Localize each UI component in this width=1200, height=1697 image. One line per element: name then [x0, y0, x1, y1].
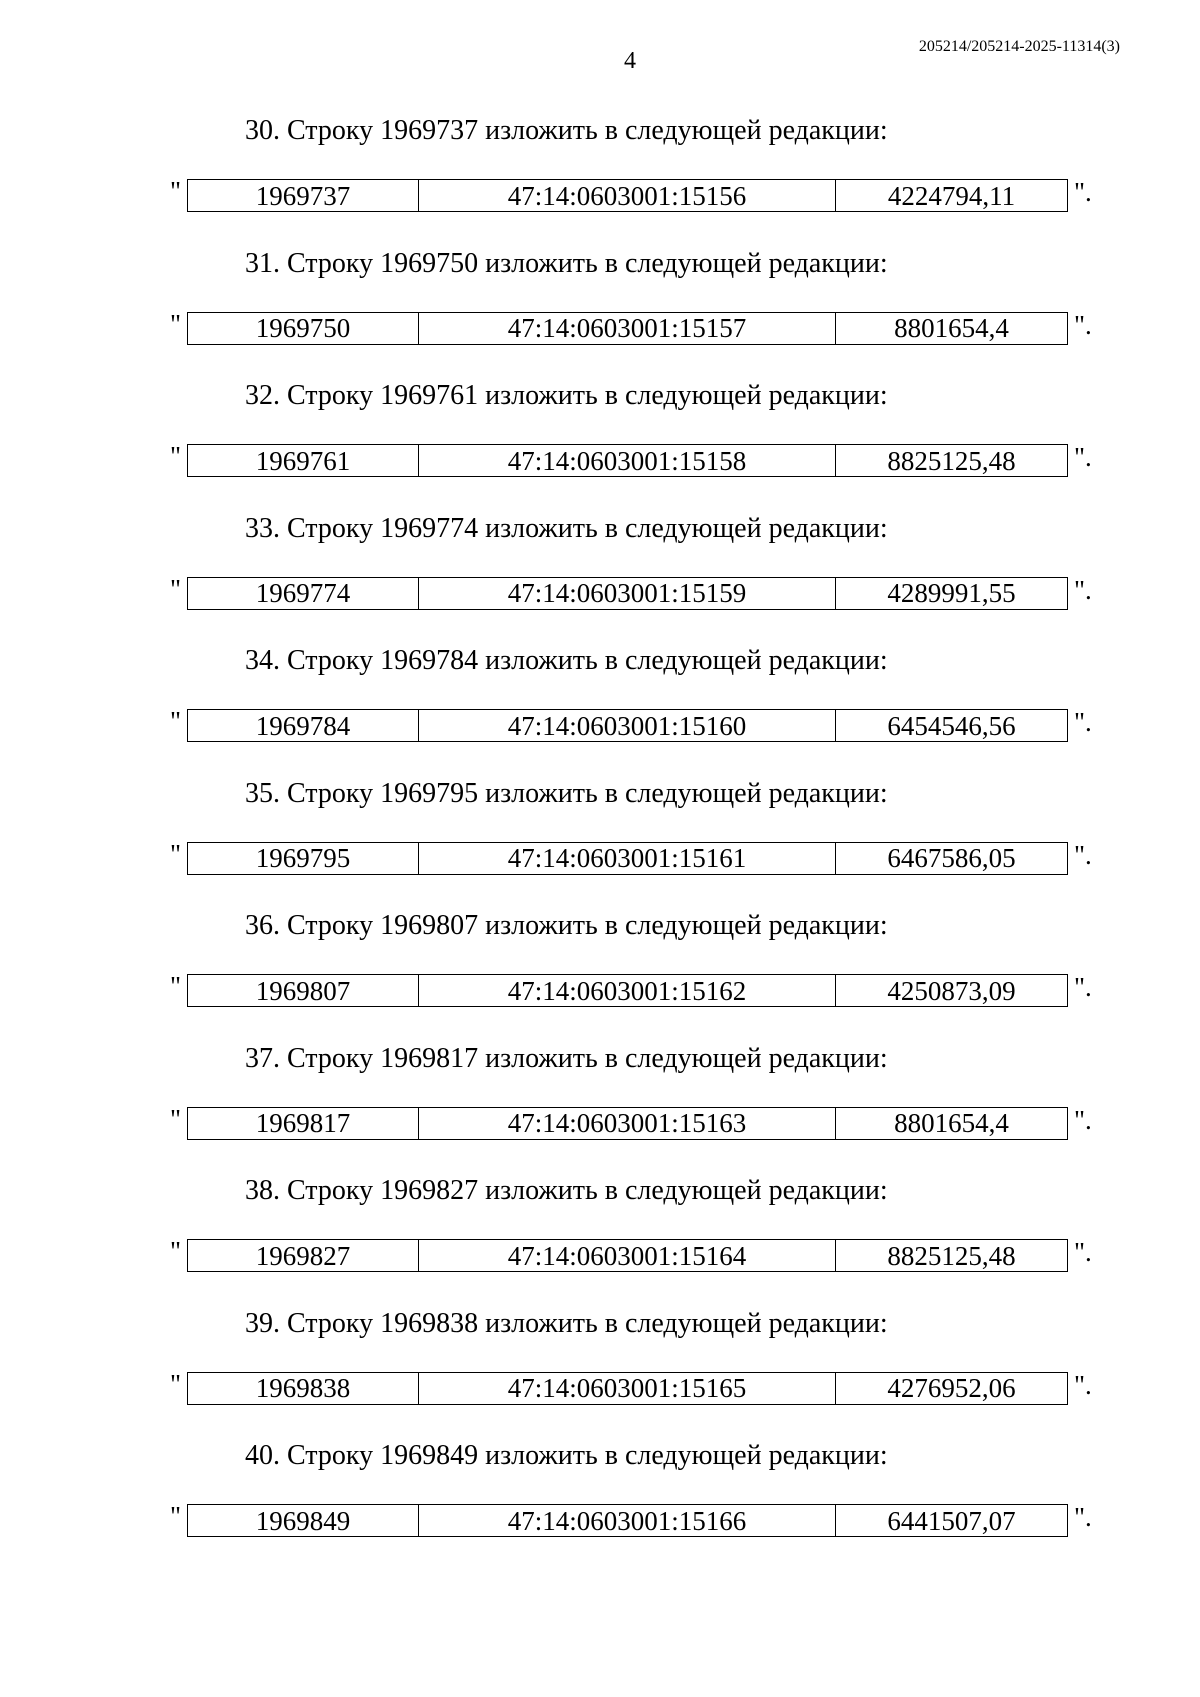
table-row: [188, 1107, 1068, 1139]
row-number-cell: 1969795: [188, 842, 419, 874]
cadastral-number-cell: 47:14:0603001:15160: [419, 710, 836, 742]
table-row: [188, 1505, 1068, 1537]
table-row: [188, 577, 1068, 609]
opening-quote: ": [170, 1368, 182, 1399]
cadastral-number-cell: 47:14:0603001:15157: [419, 312, 836, 344]
opening-quote: ": [170, 971, 182, 1001]
table-row: [188, 1372, 1068, 1404]
amendment-item: [0, 1293, 1200, 1426]
cadastral-value-cell: 6441507,07: [836, 1505, 1068, 1537]
row-number-cell: 1969849: [188, 1505, 419, 1537]
cadastral-value-cell: 8801654,4: [836, 312, 1068, 344]
cadastral-number-cell: 47:14:0603001:15165: [419, 1372, 836, 1404]
opening-quote: ": [170, 838, 182, 869]
cadastral-value-cell: 6454546,56: [836, 710, 1068, 742]
row-number-cell: 1969750: [188, 312, 419, 344]
amended-row-table: [187, 709, 1068, 742]
amendment-instruction: 38. Строку 1969827 изложить в следующей редакции:: [245, 1175, 888, 1206]
opening-quote: ": [170, 1501, 182, 1531]
opening-quote: ": [170, 441, 182, 471]
amended-row-table: [187, 1239, 1068, 1272]
cadastral-number-cell: 47:14:0603001:15166: [419, 1505, 836, 1537]
amendment-instruction: 33. Строку 1969774 изложить в следующей редакции:: [245, 512, 888, 544]
table-row: [188, 710, 1068, 742]
opening-quote: ": [170, 1236, 182, 1266]
closing-quote: ".: [1074, 1104, 1092, 1135]
table-row: [188, 842, 1068, 874]
cadastral-number-cell: 47:14:0603001:15159: [419, 577, 836, 609]
table-row: [188, 1240, 1068, 1272]
amended-row-table: [187, 179, 1068, 212]
row-number-cell: 1969838: [188, 1372, 419, 1404]
amendment-item: [0, 100, 1200, 233]
amendment-instruction: 31. Строку 1969750 изложить в следующей редакции:: [245, 247, 888, 279]
closing-quote: ".: [1074, 972, 1092, 1002]
amendment-item: [0, 763, 1200, 896]
amended-row-table: [187, 974, 1068, 1007]
amendment-instruction: 35. Строку 1969795 изложить в следующей редакции:: [245, 777, 888, 809]
amendment-item: [0, 365, 1200, 498]
closing-quote: ".: [1074, 1502, 1092, 1532]
amendment-instruction: 37. Строку 1969817 изложить в следующей редакции:: [245, 1042, 888, 1074]
amendment-instruction: 40. Строку 1969849 изложить в следующей редакции:: [245, 1440, 888, 1471]
cadastral-number-cell: 47:14:0603001:15158: [419, 445, 836, 477]
amended-row-table: [187, 312, 1068, 345]
row-number-cell: 1969784: [188, 710, 419, 742]
opening-quote: ": [170, 706, 182, 736]
opening-quote: ": [170, 308, 182, 339]
table-row: [188, 975, 1068, 1007]
row-number-cell: 1969817: [188, 1107, 419, 1139]
row-number-cell: 1969737: [188, 180, 419, 212]
amendment-item: [0, 498, 1200, 631]
table-row: [188, 312, 1068, 344]
cadastral-value-cell: 4250873,09: [836, 975, 1068, 1007]
closing-quote: ".: [1074, 839, 1092, 870]
opening-quote: ": [170, 176, 182, 206]
closing-quote: ".: [1074, 1237, 1092, 1267]
opening-quote: ": [170, 573, 182, 604]
cadastral-number-cell: 47:14:0603001:15162: [419, 975, 836, 1007]
cadastral-value-cell: 4276952,06: [836, 1372, 1068, 1404]
table-row: [188, 445, 1068, 477]
amended-row-table: [187, 842, 1068, 875]
amendment-instruction: 36. Строку 1969807 изложить в следующей редакции:: [245, 910, 888, 941]
cadastral-value-cell: 8825125,48: [836, 445, 1068, 477]
row-number-cell: 1969774: [188, 577, 419, 609]
amended-row-table: [187, 444, 1068, 477]
cadastral-value-cell: 4289991,55: [836, 577, 1068, 609]
closing-quote: ".: [1074, 442, 1092, 472]
amendment-item: [0, 1425, 1200, 1558]
amended-row-table: [187, 1372, 1068, 1405]
amendment-item: [0, 630, 1200, 763]
page-number: 4: [624, 48, 636, 74]
amendment-item: [0, 233, 1200, 366]
cadastral-number-cell: 47:14:0603001:15163: [419, 1107, 836, 1139]
row-number-cell: 1969807: [188, 975, 419, 1007]
cadastral-number-cell: 47:14:0603001:15156: [419, 180, 836, 212]
closing-quote: ".: [1074, 707, 1092, 737]
document-code: 205214/205214-2025-11314(3): [918, 38, 1120, 55]
row-number-cell: 1969827: [188, 1240, 419, 1272]
closing-quote: ".: [1074, 1369, 1092, 1400]
amendment-instruction: 30. Строку 1969737 изложить в следующей редакции:: [245, 115, 888, 146]
amendment-instruction: 32. Строку 1969761 изложить в следующей редакции:: [245, 380, 888, 411]
cadastral-value-cell: 6467586,05: [836, 842, 1068, 874]
cadastral-number-cell: 47:14:0603001:15164: [419, 1240, 836, 1272]
cadastral-value-cell: 8801654,4: [836, 1107, 1068, 1139]
amendment-item: [0, 895, 1200, 1028]
amendment-item: [0, 1160, 1200, 1293]
amendment-instruction: 34. Строку 1969784 изложить в следующей редакции:: [245, 645, 888, 676]
closing-quote: ".: [1074, 177, 1092, 207]
row-number-cell: 1969761: [188, 445, 419, 477]
amended-row-table: [187, 1107, 1068, 1140]
amendment-item: [0, 1028, 1200, 1161]
amendment-list: [0, 100, 1200, 1558]
table-row: [188, 180, 1068, 212]
closing-quote: ".: [1074, 574, 1092, 605]
amended-row-table: [187, 1504, 1068, 1537]
amendment-instruction: 39. Строку 1969838 изложить в следующей редакции:: [245, 1307, 888, 1339]
cadastral-value-cell: 4224794,11: [836, 180, 1068, 212]
opening-quote: ": [170, 1103, 182, 1134]
cadastral-number-cell: 47:14:0603001:15161: [419, 842, 836, 874]
cadastral-value-cell: 8825125,48: [836, 1240, 1068, 1272]
amended-row-table: [187, 577, 1068, 610]
closing-quote: ".: [1074, 309, 1092, 340]
